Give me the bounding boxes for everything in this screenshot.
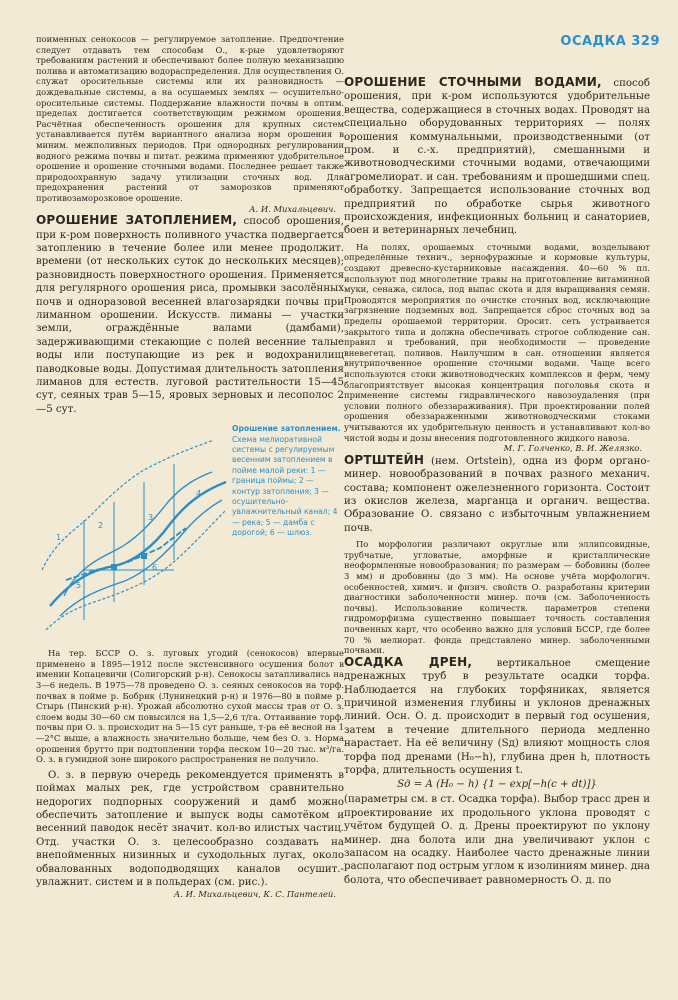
flood-scheme-map xyxy=(36,420,232,646)
drain-formula: Sд = A (H₀ − h) {1 − exp[−h(c + dt)]} xyxy=(397,779,597,791)
figure-caption xyxy=(232,424,342,538)
fig-label-6: 6 xyxy=(152,563,158,573)
header-spacer xyxy=(344,40,650,76)
ortstein-article xyxy=(344,454,650,535)
intro-paragraph: поименных сенокосов — регулируемое затопление. Предпочтение следует отдавать тем способам О., к-рые удовлетворяют требованиям растений и обеспечивают более полную механизацию полива и автоматизацию водораспределения. Для осуществления О. служат оросительные системы или их разновидность — дождевальные системы, а на осушаемых землях — осушительно-оросительные системы. Поддержание влажности почвы в оптим. пределах достигается соответствующим режимом орошения. Расчётная обеспеченность орошения для крупных систем устанавливается путём вариантного анализа норм орошения в миним. межполивных периодов. При однородных регулировании водного режима почвы и питат. режима применяют удобрительное орошение и орошение сточными водами. Последнее решает также природоохранную задачу утилизации сточных вод. Для предохранения растений от заморозков применяют противозаморозковое орошение. xyxy=(36,34,344,203)
drain-article xyxy=(344,656,650,778)
bssr-paragraph: На тер. БССР О. з. луговых угодий (сенокосов) впервые применено в 1895—1912 после экстенсивного осушения болот в имении Копацевичи (Солигорский р-н). Сенокосы затапливались на 3—6 недель. В 1975—78 проведено О. з. сеяных сенокосов на торф. почвах в пойме р. Бобрик (Лунинецкий р-н) и 1976—80 в пойме р. Стырь (Пинский р-н). Урожай абсолютно сухой массы трав от О. з. слоем воды 30—60 см повысился на 1,5—2,6 т/га. Оттаивание торф. почвы при О. з. происходит на 5—15 сут раньше, т-ра её весной на 1—2°С выше, а влажность значительно больше, чем без О. з. Норма орошения брутто при подтоплении торфа песком 10—20 тыс. м³/га. О. з. в гумидной зоне широкого распространения не получило. xyxy=(36,648,344,765)
drain-text-2: (параметры см. в ст. Осадка торфа). Выбор трасс дрен и проектирование их продольного уклона проводят с учётом будущей О. д. Дрены проектируют по уклону минер. дна болота или дна увеличивают уклон с запасом на осадку. Наиболее часто дренажные линии располагают под острым углом к изолиниям минер. дна болота, что обеспечивает равномерность О. д. по xyxy=(344,794,650,886)
recommend-paragraph: О. з. в первую очередь рекомендуется применять в поймах малых рек, где устройством сравнительно недорогих подпорных сооружений и дамб можно обеспечить затопление и выпуск воды самотёком и весенний паводок несёт значит. кол-во илистых частиц. Отд. участки О. з. целесообразно создавать на внепойменных низинных и суходольных лугах, около обвалованных водоподводящих каналов осушит.-увлажнит. систем и в польдерах (см. рис.). xyxy=(36,769,344,888)
ortstein-term: ОРТШТЕЙН xyxy=(344,452,425,467)
right-column xyxy=(344,40,650,887)
flood-article xyxy=(36,214,344,416)
drain-term: ОСАДКА ДРЕН, xyxy=(344,654,473,669)
fig-label-5: 5 xyxy=(76,581,82,591)
left-column xyxy=(36,34,344,900)
figure-title: Орошение затоплением. xyxy=(232,424,341,434)
ortstein-text: (нем. Ortstein), одна из форм органо-минер. новообразований в почвах разного механич. состава; компонент ожелезненного горизонта. Состоит из окислов железа, марганца и органич. вещества. Образование О. связано с избыточным увлажнением почв. xyxy=(344,455,650,534)
sewage-text: способ орошения, при к-ром используются удобрительные вещества, содержащиеся в сточных водах. Проводят на специально оборудованных территориях — полях орошения коммунальными, производственными (от пром. и с.-х. предприятий), смешанными и животноводческими сточными водами, отвечающими агромелиорат. и сан. требованиям и прошедшими спец. обработку. Запрещается использование сточных вод предприятий по обработке сырья животного происхождения, инфекционных больниц и санаториев, боен и ветеринарных лечебниц. xyxy=(344,78,650,237)
flood-figure xyxy=(36,420,344,646)
figure-caption-text: Схема мелиоративной системы с регулируемым весенним затоплением в пойме малой реки: 1 — граница поймы; 2 — контур затопления; 3 — осушительно-увлажнительный канал; 4 — река; 5 — дамба с дорогой; 6 — шлюз. xyxy=(232,434,338,538)
sewage-term: ОРОШЕНИЕ СТОЧНЫМИ ВОДАМИ, xyxy=(344,75,602,89)
morph-paragraph: По морфологии различают округлые или эллипсовидные, трубчатые, угловатые, аморфные и кристаллические неоформленные новообразования; по размерам — бобовины (более 3 мм) и дробовины (до 3 мм). На основе учёта морфологич. особенностей, химич. и физич. свойств О. разработаны критерии диагностики заболоченности минер. почв (см. Заболоченность почвы). Использование количеств. параметров степени гидроморфизма существенно повышает точность составления почвенных карт, что особенно важно для условий БССР, где более 70 % мелиорат. фонда представлено минер. заболоченными почвами. xyxy=(344,539,650,656)
fig-label-4: 4 xyxy=(196,489,202,499)
flood-text: способ орошения, при к-ром поверхность поливного участка подвергается затоплению в течение более или менее продолжит. времени (от нескольких суток до нескольких месяцев); разновидность поверхностного орошения. Применяется для регулярного орошения риса, промывки засолённых почв и одноразовой весенней влагозарядки почвы при лиманном орошении. Искусств. лиманы — участки земли, ограждённые валами (дамбами), задерживающими стекающие с полей весенние талые воды или поступающие из рек и водохранилищ паводковые воды. Допустимая длительность затопления лиманов для естеств. луговой растительности 15—45 сут, сеяных трав 5—15, яровых зерновых и лесополос 2—5 сут. xyxy=(36,216,344,415)
recommend-author: А. И. Михальцевич, К. С. Пантелей. xyxy=(173,889,336,900)
sluice-1 xyxy=(111,564,117,570)
fig-label-3: 3 xyxy=(148,513,154,523)
sewage-article xyxy=(344,76,650,238)
sluice-2 xyxy=(141,553,147,559)
fields-paragraph: На полях, орошаемых сточными водами, возделывают определённые технич., зернофуражные и кормовые культуры, создают древесно-кустарниковые насаждения. 40—60 % пл. используют под многолетние травы на приготовление витаминной муки, сенажа, силоса, под выпас скота и для выращивания семян. Проводятся мероприятия по очистке сточных вод, исключающие загрязнение подземных вод. Запрещается сброс сточных вод за пределы орошаемой территории. Оросит. сеть устраивается закрытого типа и должна обеспечивать строгое соблюдение сан. правил и требований, при необходимости — проведение вневегетац. поливов. Наилучшим в сан. отношении является внутрипочвенное орошение сточными водами. Чаще всего используются стоки животноводческих комплексов и ферм, чему благоприятствует высокая концентрация поголовья скота и применение системы гидравлического навозоудаления (при условии полного обеззараживания). При проектировании полей орошения обеззараженными животноводческими стоками учитываются их удобрительную ценность и устанавливают кол-во чистой воды и дозы внесения подготовленного жидкого навоза. xyxy=(344,241,650,443)
drain-text: вертикальное смещение дренажных труб в результате осадки торфа. Наблюдается на глубоких торфяниках, является причиной изменения глубины и уклонов дренажных линий. Осн. О. д. происходит в первый год осушения, затем в течение длительного периода медленно нарастает. На её величину (Sд) влияют мощность слоя торфа под дренами (H₀−h), глубина дрен h, плотность торфа, длительность осушения t. xyxy=(344,657,650,776)
fig-label-1: 1 xyxy=(56,533,62,543)
flood-term: ОРОШЕНИЕ ЗАТОПЛЕНИЕМ, xyxy=(36,213,238,228)
intro-author: А. И. Михальцевич. xyxy=(249,203,336,214)
fields-author: М. Г. Голченко, В. И. Желязко. xyxy=(503,443,642,454)
page-header: ОСАДКА 329 xyxy=(560,34,660,49)
fig-label-2: 2 xyxy=(98,521,104,531)
